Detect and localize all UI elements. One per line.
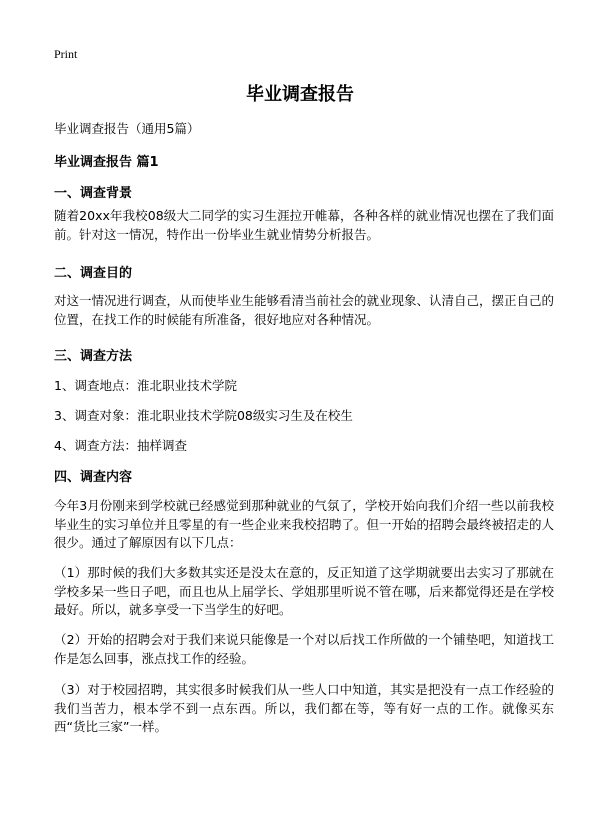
- content-paragraph-point-3: （3）对于校园招聘，其实很多时候我们从一些人口中知道，其实是把没有一点工作经验的我们当苦力，根本学不到一点东西。所以，我们都在等，等有好一点的工作。就像买东西“货比三家”一样。: [54, 682, 554, 734]
- content-paragraph-point-1: （1）那时候的我们大多数其实还是没太在意的，反正知道了这学期就要出去实习了那就在学校多呆一些日子吧，而且也从上届学长、学姐那里听说不管在哪，后来都觉得还是在学校最好。所以，就多享受一下当学生的好吧。: [54, 565, 555, 617]
- article-heading: 毕业调查报告 篇1: [54, 155, 159, 170]
- section-body-background: 随着20xx年我校08级大二同学的实习生涯拉开帷幕，各种各样的就业情况也摆在了我们面前。针对这一情况，特作出一份毕业生就业情势分析报告。: [54, 208, 554, 242]
- content-paragraph-intro: 今年3月份刚来到学校就已经感觉到那种就业的气氛了，学校开始向我们介绍一些以前我校毕业生的实习单位并且零星的有一些企业来我校招聘了。但一开始的招聘会最终被招走的人很少。通过了解原因有以下几点：: [54, 498, 555, 550]
- method-item-subject: 3、调查对象：淮北职业技术学院08级实习生及在校生: [54, 408, 353, 423]
- method-item-approach: 4、调查方法：抽样调查: [54, 438, 187, 453]
- section-heading-purpose: 二、调查目的: [54, 266, 133, 281]
- section-heading-method: 三、调查方法: [54, 349, 133, 364]
- section-heading-background: 一、调查背景: [54, 186, 133, 201]
- page-title: 毕业调查报告: [246, 84, 354, 105]
- print-link[interactable]: Print: [54, 47, 78, 61]
- section-body-purpose: 对这一情况进行调查，从而使毕业生能够看清当前社会的就业现象、认清自己，摆正自己的位置，在找工作的时候能有所准备，很好地应对各种情况。: [54, 293, 555, 327]
- method-item-location: 1、调查地点：淮北职业技术学院: [54, 378, 237, 393]
- document-subtitle: 毕业调查报告（通用5篇）: [54, 121, 200, 136]
- content-paragraph-point-2: （2）开始的招聘会对于我们来说只能像是一个对以后找工作所做的一个铺垫吧，知道找工作是怎么回事，涨点找工作的经验。: [54, 632, 554, 666]
- section-heading-content: 四、调查内容: [54, 470, 133, 485]
